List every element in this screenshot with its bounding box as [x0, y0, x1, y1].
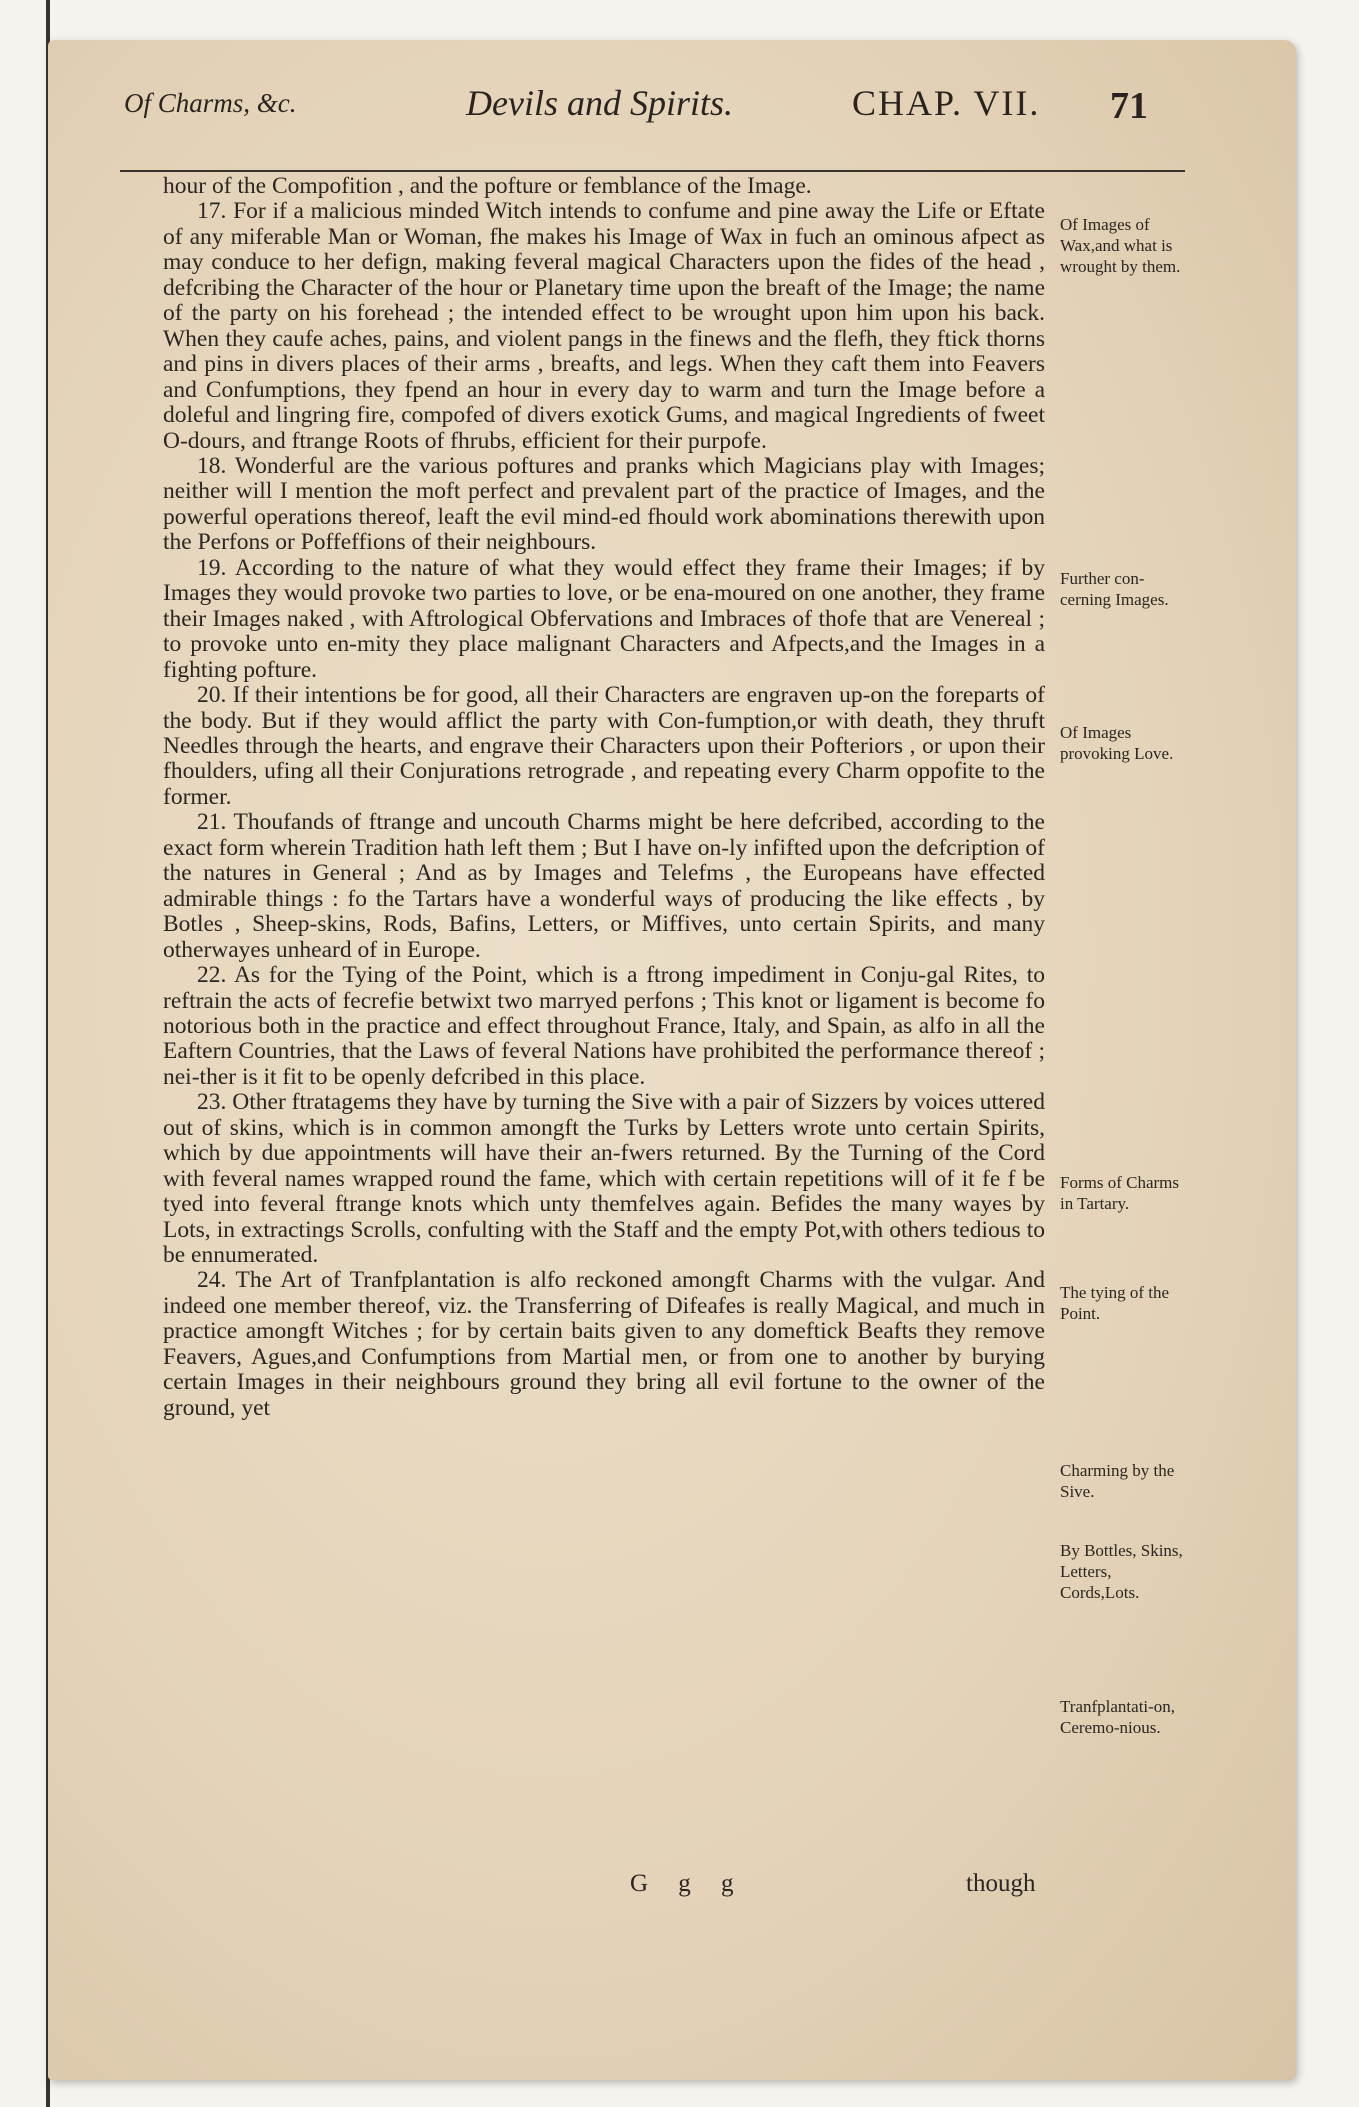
header-rule — [120, 170, 1185, 172]
margin-note: Of Images provoking Love. — [1060, 723, 1174, 763]
header-chapter: CHAP. VII. — [852, 83, 1041, 123]
paragraph: 17. For if a malicious minded Witch intends to confume and pine away the Life or Eftate of any miferable Man or Woman, fhe makes his Image of Wax in fuch an ominous afpect as may conduce to her defign, making feveral magical Characters upon the fides of the head , defcribing the Character of the hour or Planetary time upon the breaft of the Image; the name of the party on his forehead ; the intended effect to be wrought upon him upon his back. When they caufe aches, pains, and violent pangs in the finews and the flefh, they ftick thorns and pins in divers places of their arms , breafts, and legs. When they caft them into Feavers and Confumptions, they fpend an hour in every day to warm and turn the Image before a doleful and lingring fire, compofed of divers exotick Gums, and magical Ingredients of fweet O-dours, and ftrange Roots of fhrubs, efficient for their purpofe. — [163, 198, 1045, 454]
margin-note: Further con-cerning Images. — [1060, 569, 1169, 609]
margin-note: By Bottles, Skins, Letters, Cords,Lots. — [1060, 1541, 1183, 1602]
header-title: Devils and Spirits. — [466, 83, 733, 123]
margin-note: Tranfplantati-on, Ceremo-nious. — [1060, 1697, 1176, 1737]
margin-note: Of Images of Wax,and what is wrought by them. — [1060, 215, 1181, 276]
header-left: Of Charms, &c. — [124, 88, 297, 118]
paragraph: 21. Thoufands of ftrange and uncouth Charms might be here defcribed, according to the exact form wherein Tradition hath left them ; But I have on-ly infifted upon the defcription of the natures in General ; And as by Images and Telefms , the Europeans have effected admirable things : fo the Tartars have a wonderful ways of producing the like effects , by Botles , Sheep-skins, Rods, Bafins, Letters, or Miffives, unto certain Spirits, and many otherwayes unheard of in Europe. — [163, 809, 1045, 963]
paragraph: 24. The Art of Tranfplantation is alfo reckoned amongft Charms with the vulgar. And indeed one member thereof, viz. the Transferring of Difeafes is really Magical, and much in practice amongft Witches ; for by certain baits given to any domeftick Beafts they remove Feavers, Agues,and Confumptions from Martial men, or from one to another by burying certain Images in their neighbours ground they bring all evil fortune to the owner of the ground, yet — [163, 1267, 1045, 1421]
paragraph: 23. Other ftratagems they have by turning the Sive with a pair of Sizzers by voices uttered out of skins, which is in common amongft the Turks by Letters wrote unto certain Spirits, which by due appointments will have their an-fwers returned. By the Turning of the Cord with feveral names wrapped round the fame, which with certain repetitions will of it fe f be tyed into feveral ftrange knots which unty themfelves again. Befides the many wayes by Lots, in extractings Scrolls, confulting with the Staff and the empty Pot,with others tedious to be ennumerated. — [163, 1089, 1045, 1269]
paragraph: 22. As for the Tying of the Point, which is a ftrong impediment in Conju-gal Rites, to reftrain the acts of fecrefie betwixt two marryed perfons ; This knot or ligament is become fo notorious both in the practice and effect throughout France, Italy, and Spain, as alfo in all the Eaftern Countries, that the Laws of feveral Nations have prohibited the performance thereof ; nei-ther is it fit to be openly defcribed in this place. — [163, 962, 1045, 1090]
paragraph: 20. If their intentions be for good, all their Characters are engraven up-on the foreparts of the body. But if they would afflict the party with Con-fumption,or with death, they thruft Needles through the hearts, and engrave their Characters upon their Pofteriors , or upon their fhoulders, ufing all their Conjurations retrograde , and repeating every Charm oppofite to the former. — [163, 682, 1045, 810]
paragraph: 18. Wonderful are the various poftures and pranks which Magicians play with Images; neither will I mention the moft perfect and prevalent part of the practice of Images, and the powerful operations thereof, leaft the evil mind-ed fhould work abominations therewith upon the Perfons or Poffeffions of their neighbours. — [163, 452, 1045, 556]
catchword: though — [966, 1870, 1036, 1897]
page-number: 71 — [1110, 85, 1148, 127]
paragraph: 19. According to the nature of what they would effect they frame their Images; if by Images they would provoke two parties to love, or be ena-moured on one another, they frame their Images naked , with Aftrological Obfervations and Imbraces of thofe that are Venereal ; to provoke unto en-mity they place malignant Characters and Afpects,and the Images in a fighting pofture. — [163, 554, 1045, 683]
margin-note: The tying of the Point. — [1060, 1283, 1170, 1323]
margin-note: Forms of Charms in Tartary. — [1060, 1173, 1179, 1213]
running-header — [72, 80, 1182, 136]
signature-mark: G g g — [630, 1870, 746, 1897]
main-text — [163, 174, 1045, 1421]
paragraph: hour of the Compofition , and the pofture or femblance of the Image. — [163, 173, 812, 199]
margin-note: Charming by the Sive. — [1060, 1461, 1175, 1501]
